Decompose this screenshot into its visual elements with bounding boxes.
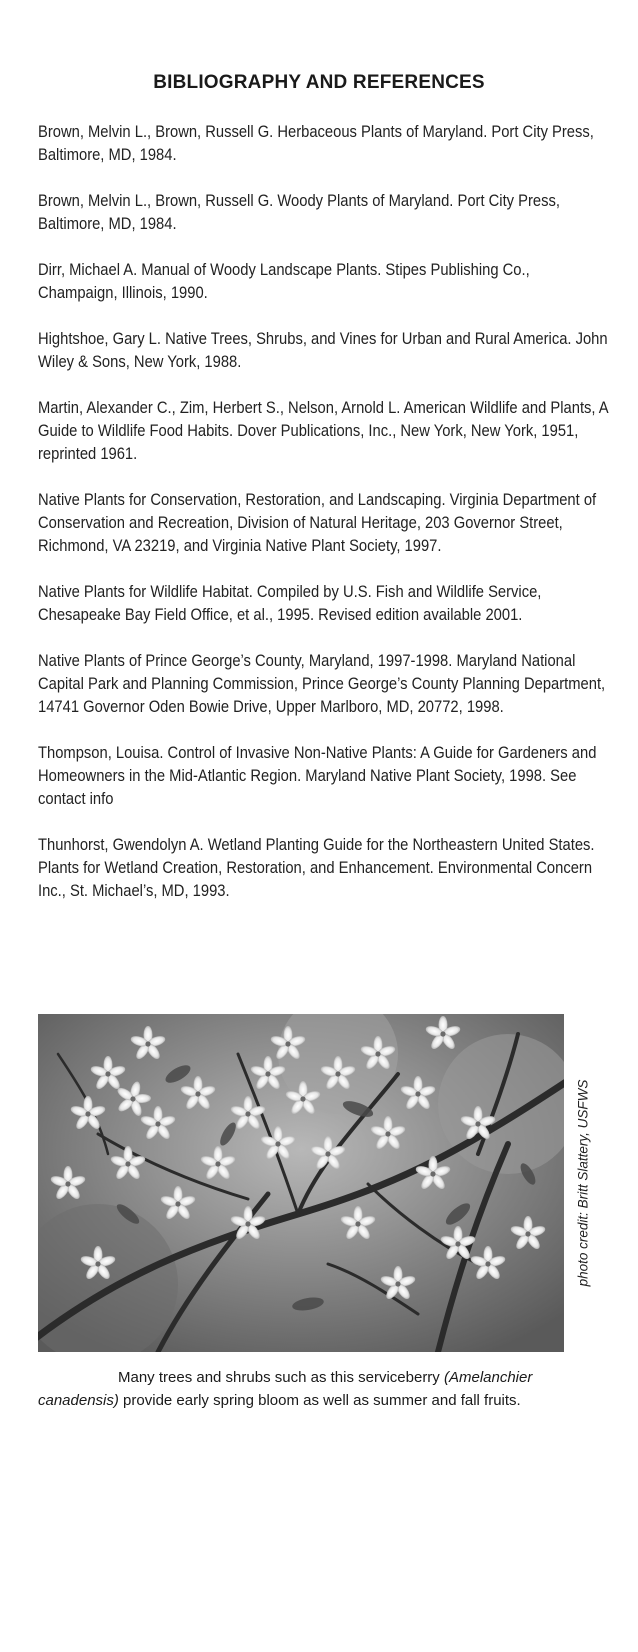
caption-text-start: Many trees and shrubs such as this serviceberry — [118, 1369, 444, 1386]
reference-item: Dirr, Michael A. Manual of Woody Landscape Plants. Stipes Publishing Co., Champaign, Illinois, 1990. — [38, 261, 530, 302]
page-heading: BIBLIOGRAPHY AND REFERENCES — [153, 72, 485, 93]
photo-illustration — [38, 1014, 564, 1352]
reference-item: Brown, Melvin L., Brown, Russell G. Woody Plants of Maryland. Port City Press, Baltimore, MD, 1984. — [38, 192, 560, 233]
reference-item: Martin, Alexander C., Zim, Herbert S., Nelson, Arnold L. American Wildlife and Plants, A Guide to Wildlife Food Habits. Dover Publications, Inc., New York, New York, 1951, reprinted 1961. — [38, 399, 608, 463]
reference-item: Native Plants of Prince George’s County, Maryland, 1997-1998. Maryland National Capital Park and Planning Commission, Prince George’s County Planning Department, 14741 Governor Oden Bowie Drive, Upper Marlboro, MD, 20772, 1998. — [38, 652, 606, 716]
serviceberry-photo — [38, 1014, 564, 1352]
caption-text-end: provide early spring bloom as well as summer and fall fruits. — [118, 1392, 521, 1409]
reference-item: Native Plants for Wildlife Habitat. Compiled by U.S. Fish and Wildlife Service, Chesapeake Bay Field Office, et al., 1995. Revised edition available 2001. — [38, 583, 542, 624]
caption-latin-name: (Amelanchier canadensis) — [38, 1369, 533, 1409]
reference-item: Hightshoe, Gary L. Native Trees, Shrubs, and Vines for Urban and Rural America. John Wiley & Sons, New York, 1988. — [38, 330, 608, 371]
reference-item: Brown, Melvin L., Brown, Russell G. Herbaceous Plants of Maryland. Port City Press, Baltimore, MD, 1984. — [38, 123, 594, 164]
reference-list — [38, 121, 608, 926]
reference-item: Native Plants for Conservation, Restoration, and Landscaping. Virginia Department of Conservation and Recreation, Division of Natural Heritage, 203 Governor Street, Richmond, VA 23219, and Virginia Native Plant Society, 1997. — [38, 491, 597, 555]
reference-item: Thunhorst, Gwendolyn A. Wetland Planting Guide for the Northeastern United States. Plants for Wetland Creation, Restoration, and Enhancement. Environmental Concern Inc., St. Michael’s, MD, 1993. — [38, 836, 595, 900]
photo-credit-text: photo credit: Britt Slattery, USFWS — [575, 1079, 591, 1287]
photo-caption — [38, 1366, 578, 1412]
reference-item: Thompson, Louisa. Control of Invasive Non-Native Plants: A Guide for Gardeners and Homeowners in the Mid-Atlantic Region. Maryland Native Plant Society, 1998. See contact info — [38, 744, 597, 808]
